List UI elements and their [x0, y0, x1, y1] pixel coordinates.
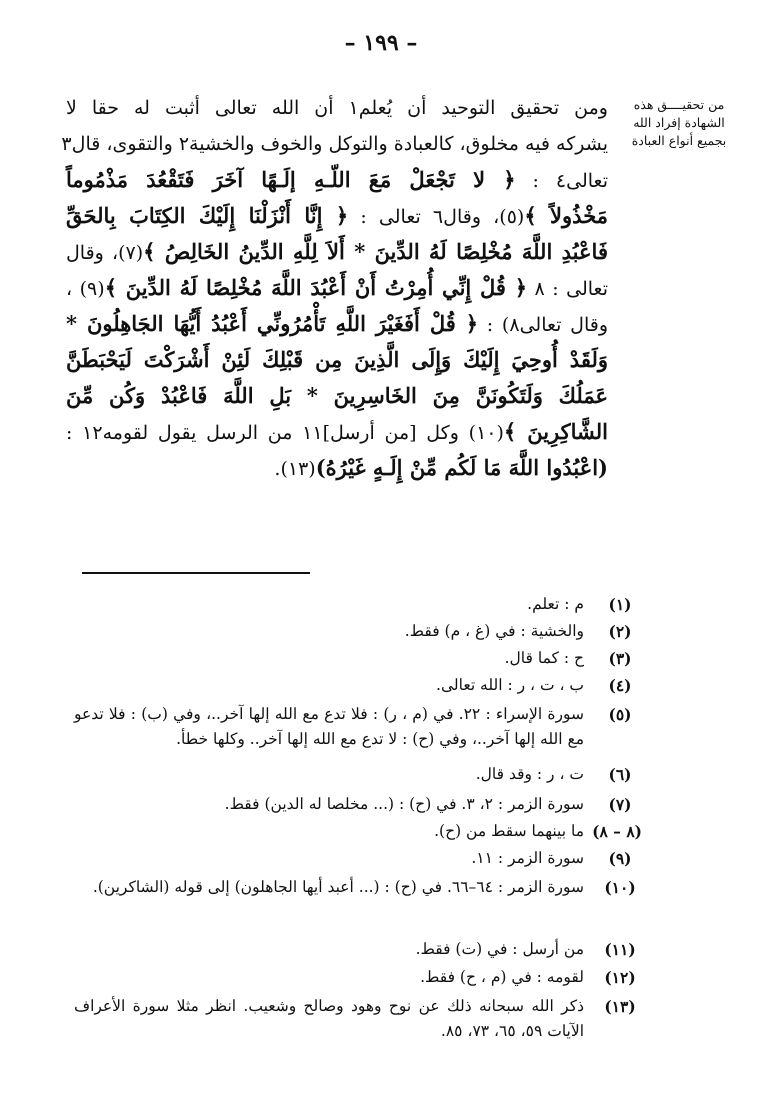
body-line — [66, 234, 608, 271]
footnote — [74, 646, 632, 671]
footnote-number: (١٠) — [604, 878, 636, 897]
page-number: – ١٩٩ – — [344, 30, 418, 56]
body-text: ومن تحقيق التوحيد أن يُعلم١ أن الله تعالى أثبت له حقا لا — [66, 97, 608, 119]
margin-note-line: من تحقيــــق هذه — [633, 97, 725, 112]
margin-note — [616, 96, 742, 150]
footnote — [74, 762, 632, 787]
footnote-number: (٦) — [608, 765, 632, 784]
body-text: تعالى : ٨ — [527, 278, 608, 300]
footnote — [74, 937, 636, 962]
body-line — [66, 270, 608, 307]
footnote-number: (٥) — [608, 705, 632, 724]
footnote-text: ح : كما قال. — [504, 649, 584, 667]
body-text: يشركه فيه مخلوق، كالعبادة والتوكل والخوف والخشية٢ والتقوى، قال٣ — [61, 133, 608, 155]
body-line — [61, 126, 608, 162]
body-text: (١٣). — [274, 458, 316, 480]
quran-verse: (اعْبُدُوا اللَّهَ مَا لَكُم مِّنْ إِلَـهٍ غَيْرُهُ) — [315, 455, 608, 480]
margin-note-line: بجميع أنواع العبادة — [631, 133, 727, 148]
footnote-number: (١٣) — [604, 997, 636, 1016]
body-line — [66, 306, 608, 343]
quran-verse: الشَّاكِرِينَ ﴾ — [503, 419, 609, 444]
footnote — [74, 792, 632, 817]
quran-verse: ﴿ لا تَجْعَلْ مَعَ اللّـهِ إلَـهًا آخَرَ فَتَقْعُدَ مَذْمُوماً — [66, 167, 516, 192]
footnote-number: (٤) — [608, 676, 632, 695]
quran-verse: فَاعْبُدِ اللَّهَ مُخْلِصًا لَهُ الدِّينَ * أَلاَ لِلَّهِ الدِّينُ الخَالِصُ ﴾ — [143, 239, 608, 264]
quran-verse: عَمَلُكَ وَلَتَكُونَنَّ مِنَ الخَاسِرِينَ * بَلِ اللَّهَ فَاعْبُدْ وَكُن مِّنَ — [66, 383, 608, 408]
footnote-number: (١١) — [604, 940, 636, 959]
footnote-text: م : تعلم. — [527, 595, 584, 613]
footnote — [74, 619, 632, 644]
footnote-text: سورة الزمر : ٦٤–٦٦. في (ح) : (... أعبد أيها الجاهلون) إلى قوله (الشاكرين). — [92, 878, 584, 896]
footnote — [74, 592, 632, 617]
body-line — [66, 450, 608, 487]
footnote — [74, 819, 642, 844]
footnote-text: سورة الزمر : ٢، ٣. في (ح) : (... مخلصا له الدين) فقط. — [224, 795, 584, 813]
footnote-text: سورة الزمر : ١١. — [471, 849, 584, 867]
quran-verse: مَخْذُولاً ﴾ — [524, 203, 608, 228]
footnote-text: ذكر الله سبحانه ذلك عن نوح وهود وصالح وشعيب. انظر مثلا سورة الأعراف الآيات ٥٩، ٦٥، ٧٣، ٨٥. — [74, 997, 584, 1040]
footnote-number: (٧) — [608, 795, 632, 814]
body-line — [66, 90, 608, 126]
quran-verse: ﴿ قُلْ أَفَغَيْرَ اللَّهِ تَأْمُرُونِّي أَعْبُدُ أَيُّهَا الجَاهِلُونَ * — [66, 311, 479, 336]
footnote-text: ت ، ر : وقد قال. — [475, 765, 584, 783]
body-line — [66, 378, 608, 415]
footnote-number: (٩) — [608, 849, 632, 868]
body-text: (٧)، وقال — [66, 242, 144, 264]
body-line — [66, 162, 608, 199]
body-text: وقال تعالى٨) : — [478, 314, 609, 336]
margin-note-line: الشهادة إفراد الله — [633, 115, 725, 130]
quran-verse: وَلَقَدْ أُوحِيَ إِلَيْكَ وَإِلَى الَّذِينَ مِن قَبْلِكَ لَئِنْ أَشْرَكْتَ لَيَحْبَطَنَّ — [66, 347, 608, 372]
body-text: تعالى٤ : — [515, 170, 608, 192]
body-text: (٥)، وقال٦ تعالى : — [348, 206, 525, 228]
footnote — [74, 875, 636, 900]
quran-verse: ﴿ إِنَّا أَنْزَلْنَا إِلَيْكَ الكِتَابَ بِالحَقِّ — [66, 203, 349, 228]
footnote-text: لقومه : في (م ، ح) فقط. — [420, 968, 584, 986]
footnote-text: من أرسل : في (ت) فقط. — [415, 940, 584, 958]
footnote — [74, 846, 632, 871]
body-line — [66, 342, 608, 379]
quran-verse: ﴿ قُلْ إِنِّي أُمِرْتُ أَنْ أَعْبُدَ اللَّهَ مُخْلِصًا لَهُ الدِّينَ ﴾ — [104, 275, 528, 300]
footnote — [74, 673, 632, 698]
footnote — [74, 994, 636, 1044]
footnote — [74, 702, 632, 752]
footnote-text: ب ، ت ، ر : الله تعالى. — [436, 676, 584, 694]
footnote-number: (٢) — [608, 622, 632, 641]
body-text: (٩) ، — [66, 278, 105, 300]
body-line — [66, 198, 608, 235]
body-line — [66, 414, 608, 451]
footnote-number: (٨ – ٨) — [592, 822, 642, 841]
footnote-number: (٣) — [608, 649, 632, 668]
footnote — [74, 965, 636, 990]
footnote-text: سورة الإسراء : ٢٢. في (م ، ر) : فلا تدع مع الله إلها آخر..، وفي (ب) : فلا تدعو مع الله إلها آخر..، وفي (ح) : لا تدع مع الله إلها آخر.. وكلها خطأ. — [74, 705, 584, 748]
footnote-divider — [82, 572, 310, 574]
footnote-text: والخشية : في (غ ، م) فقط. — [404, 622, 584, 640]
footnote-number: (١) — [608, 595, 632, 614]
body-text: (١٠) وكل [من أرسل]١١ من الرسل يقول لقومه١٢ : — [66, 422, 504, 444]
footnote-number: (١٢) — [604, 968, 636, 987]
footnote-text: ما بينهما سقط من (ح). — [434, 822, 584, 840]
